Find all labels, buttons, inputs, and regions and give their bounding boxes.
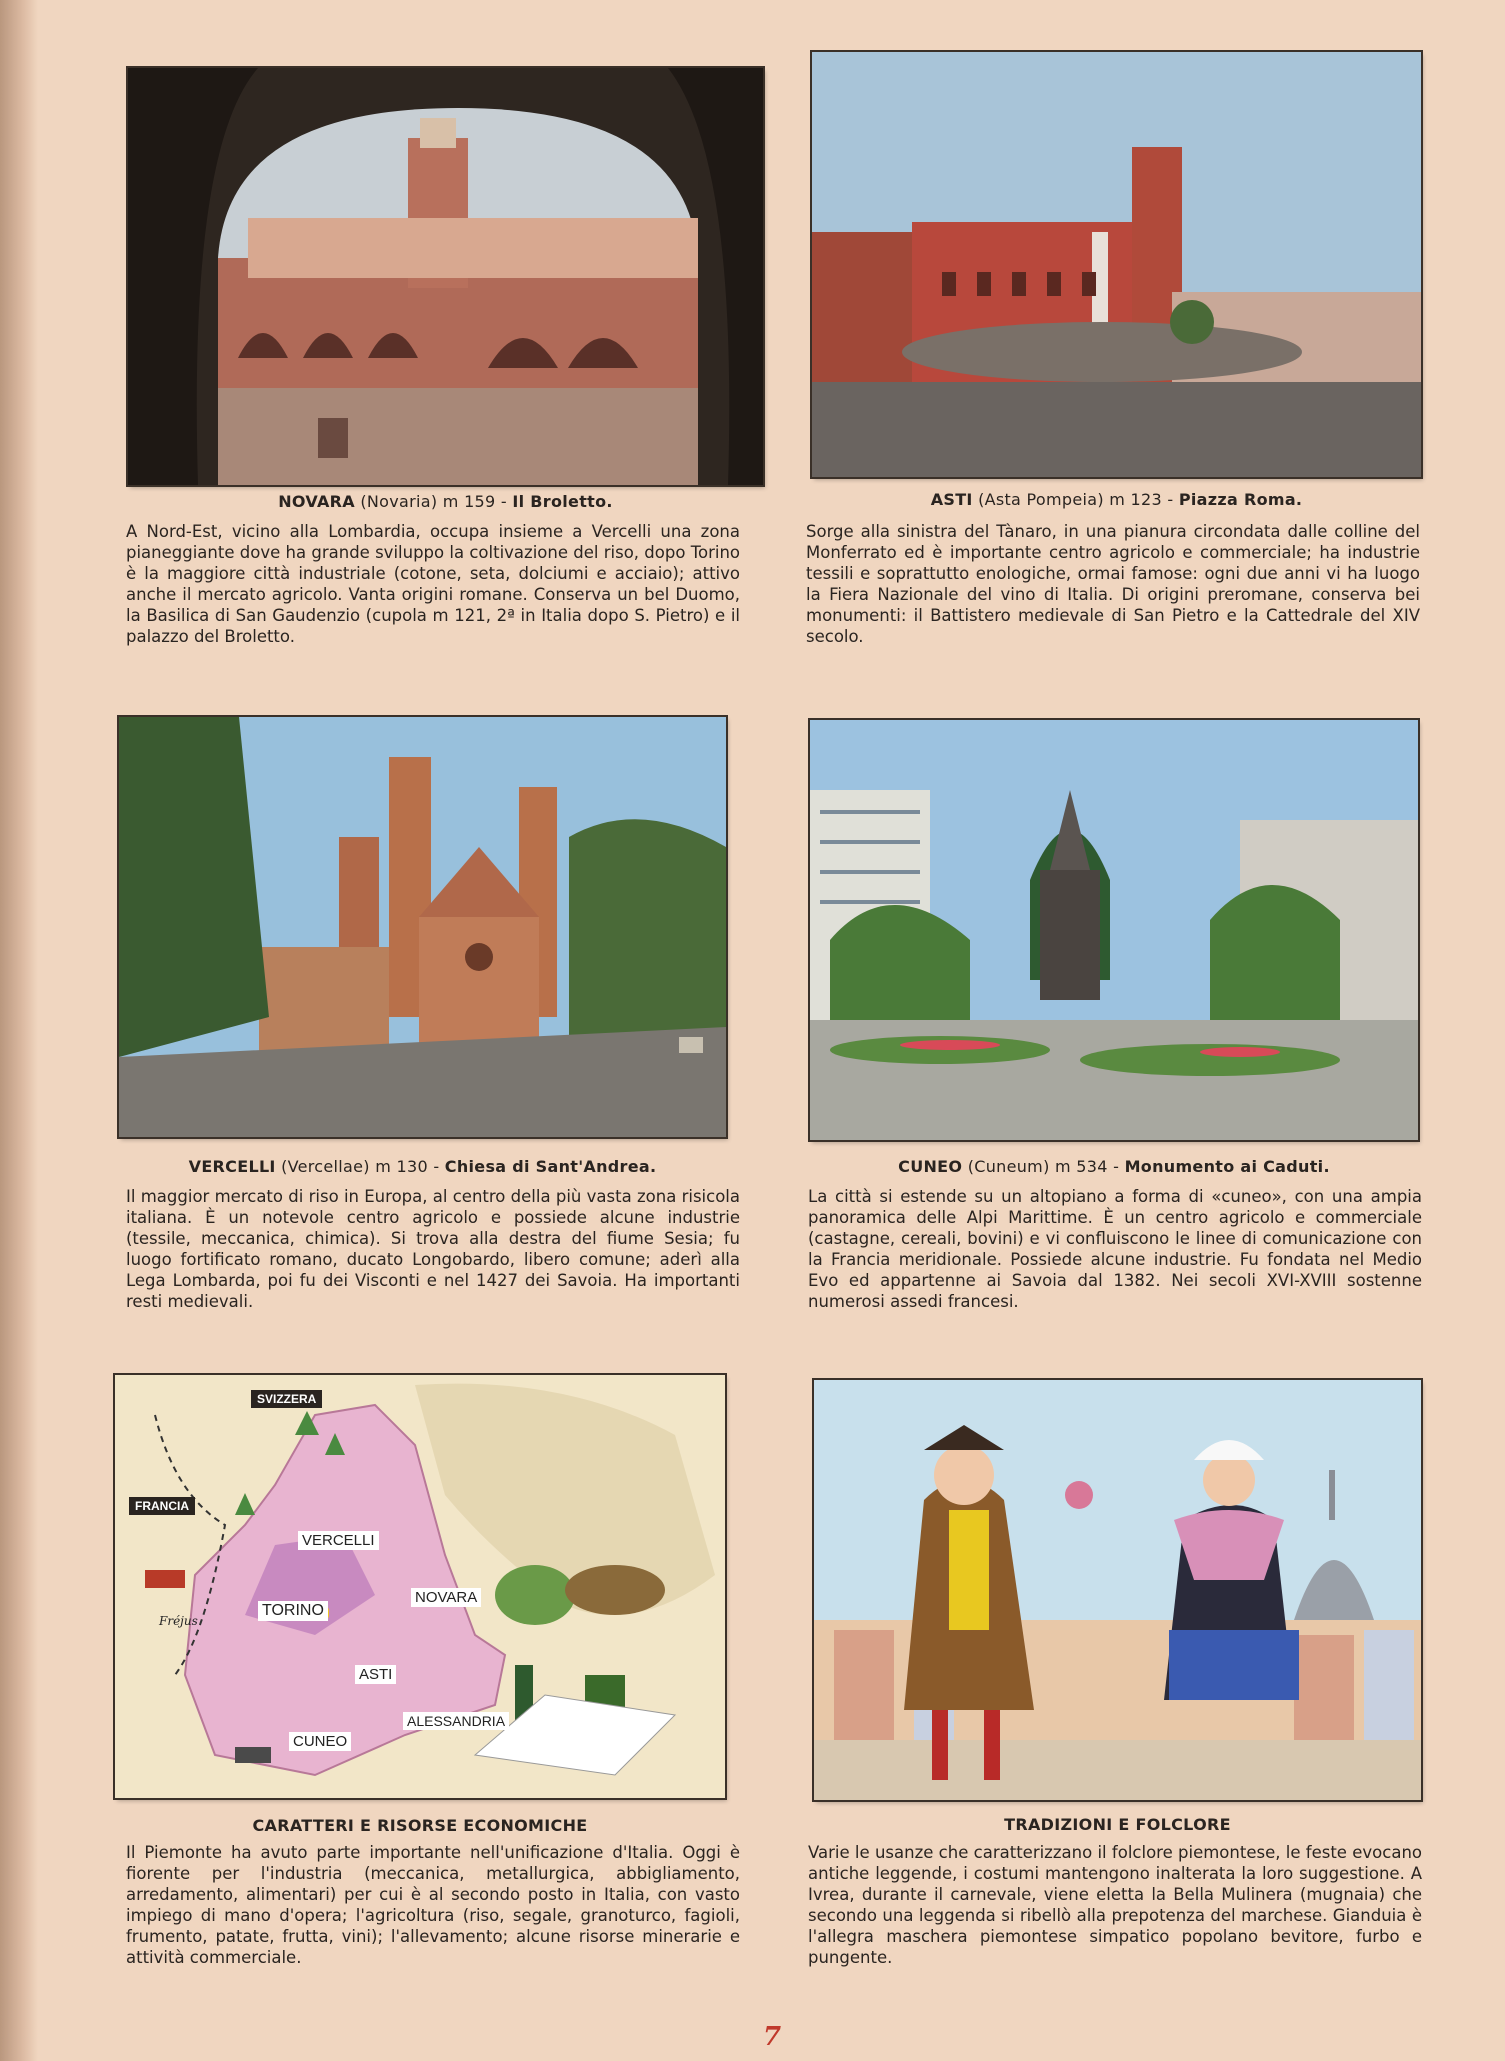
page-spine-shadow xyxy=(0,0,38,2061)
map-label-francia: FRANCIA xyxy=(129,1497,195,1515)
map-label-asti: ASTI xyxy=(355,1665,396,1684)
map-label-frejus: Fréjus xyxy=(159,1614,198,1628)
caption-city: CUNEO xyxy=(898,1157,963,1176)
photo-novara-broletto xyxy=(128,68,763,485)
caption-subject: TRADIZIONI E FOLCLORE xyxy=(1004,1815,1231,1834)
caption-subject: CARATTERI E RISORSE ECONOMICHE xyxy=(252,1816,588,1835)
caption-city: ASTI xyxy=(930,490,973,509)
photo-cuneo-monumento xyxy=(810,720,1418,1140)
caption-cuneo xyxy=(810,1157,1418,1176)
caption-caratteri xyxy=(115,1816,725,1835)
map-label-torino: TORINO xyxy=(258,1601,328,1621)
caption-subject: Il Broletto. xyxy=(512,492,613,511)
map-label-novara: NOVARA xyxy=(411,1588,481,1607)
caption-latin: (Vercellae) m 130 - xyxy=(281,1157,440,1176)
description-caratteri: Il Piemonte ha avuto parte importante nell'unificazione d'Italia. Oggi è fiorente per l'industria (meccanica, metallurgica, abbigliamento, arredamento, alimentari) per cui è al secondo posto in Italia, con vasto impiego di mano d'opera; l'agricoltura (riso, segale, granoturco, fagioli, frumento, patate, frutta, vini); l'allevamento; alcune risorse minerarie e attività commerciale. xyxy=(126,1843,740,1967)
photo-vercelli-santandrea xyxy=(119,717,726,1137)
description-tradizioni: Varie le usanze che caratterizzano il folclore piemontese, le feste evocano antiche leggende, i costumi mantengono inalterata la loro suggestione. A Ivrea, durante il carnevale, viene eletta la Bella Mulinera (mugnaia) che secondo una leggenda si ribellò alla prepotenza del marchese. Gianduia è l'allegra maschera piemontese simpatico popolano bevitore, furbo e pungente. xyxy=(808,1843,1422,1967)
caption-city: VERCELLI xyxy=(188,1157,276,1176)
illustration-gianduia-giacometta xyxy=(814,1380,1421,1800)
map-label-svizzera: SVIZZERA xyxy=(251,1390,322,1408)
page-number: 7 xyxy=(763,2022,782,2052)
photo-asti-piazza-roma xyxy=(812,52,1421,477)
map-label-vercelli: VERCELLI xyxy=(298,1531,379,1550)
caption-latin: (Cuneum) m 534 - xyxy=(967,1157,1120,1176)
caption-latin: (Novaria) m 159 - xyxy=(360,492,507,511)
map-label-cuneo: CUNEO xyxy=(289,1732,351,1751)
description-vercelli: Il maggior mercato di riso in Europa, al centro della più vasta zona risicola italiana. È un notevole centro agricolo e possiede alcune industrie (tessile, meccanica, chimica). Si trova alla destra del fiume Sesia; fu luogo fortificato romano, ducato Longobardo, libero comune; aderì alla Lega Lombarda, poi fu dei Visconti e nel 1427 dei Savoia. Ha importanti resti medievali. xyxy=(126,1187,740,1311)
description-asti: Sorge alla sinistra del Tànaro, in una pianura circondata dalle colline del Monferrato ed è importante centro agricolo e commerciale; ha industrie tessili e soprattutto enologiche, ormai famose: ogni due anni vi ha luogo la Fiera Nazionale del vino di Italia. Di origini preromane, conserva bei monumenti: il Battistero medievale di San Pietro e la Cattedrale del XIV secolo. xyxy=(806,522,1420,646)
caption-subject: Monumento ai Caduti. xyxy=(1124,1157,1330,1176)
caption-asti xyxy=(812,490,1421,509)
caption-novara xyxy=(128,492,763,511)
caption-subject: Chiesa di Sant'Andrea. xyxy=(444,1157,657,1176)
illustration-piemonte-map xyxy=(115,1375,725,1798)
description-novara: A Nord-Est, vicino alla Lombardia, occupa insieme a Vercelli una zona pianeggiante dove ha grande sviluppo la coltivazione del riso, dopo Torino è la maggiore città industriale (cotone, seta, dolciumi e acciaio); attivo anche il mercato agricolo. Vanta origini romane. Conserva un bel Duomo, la Basilica di San Gaudenzio (cupola m 121, 2ª in Italia dopo S. Pietro) e il palazzo del Broletto. xyxy=(126,522,740,646)
caption-city: NOVARA xyxy=(278,492,355,511)
caption-tradizioni xyxy=(814,1815,1421,1834)
description-cuneo: La città si estende su un altopiano a forma di «cuneo», con una ampia panoramica delle Alpi Marittime. È un centro agricolo e commerciale (castagne, cereali, bovini) e vi confluiscono le linee di comunicazione con la Francia meridionale. Possiede alcune industrie. Fu fondata nel Medio Evo ed appartenne ai Savoia dal 1382. Nei secoli XVI-XVIII sostenne numerosi assedi francesi. xyxy=(808,1187,1422,1311)
caption-latin: (Asta Pompeia) m 123 - xyxy=(978,490,1174,509)
caption-subject: Piazza Roma. xyxy=(1178,490,1303,509)
map-label-alessandria: ALESSANDRIA xyxy=(403,1712,509,1730)
caption-vercelli xyxy=(119,1157,726,1176)
